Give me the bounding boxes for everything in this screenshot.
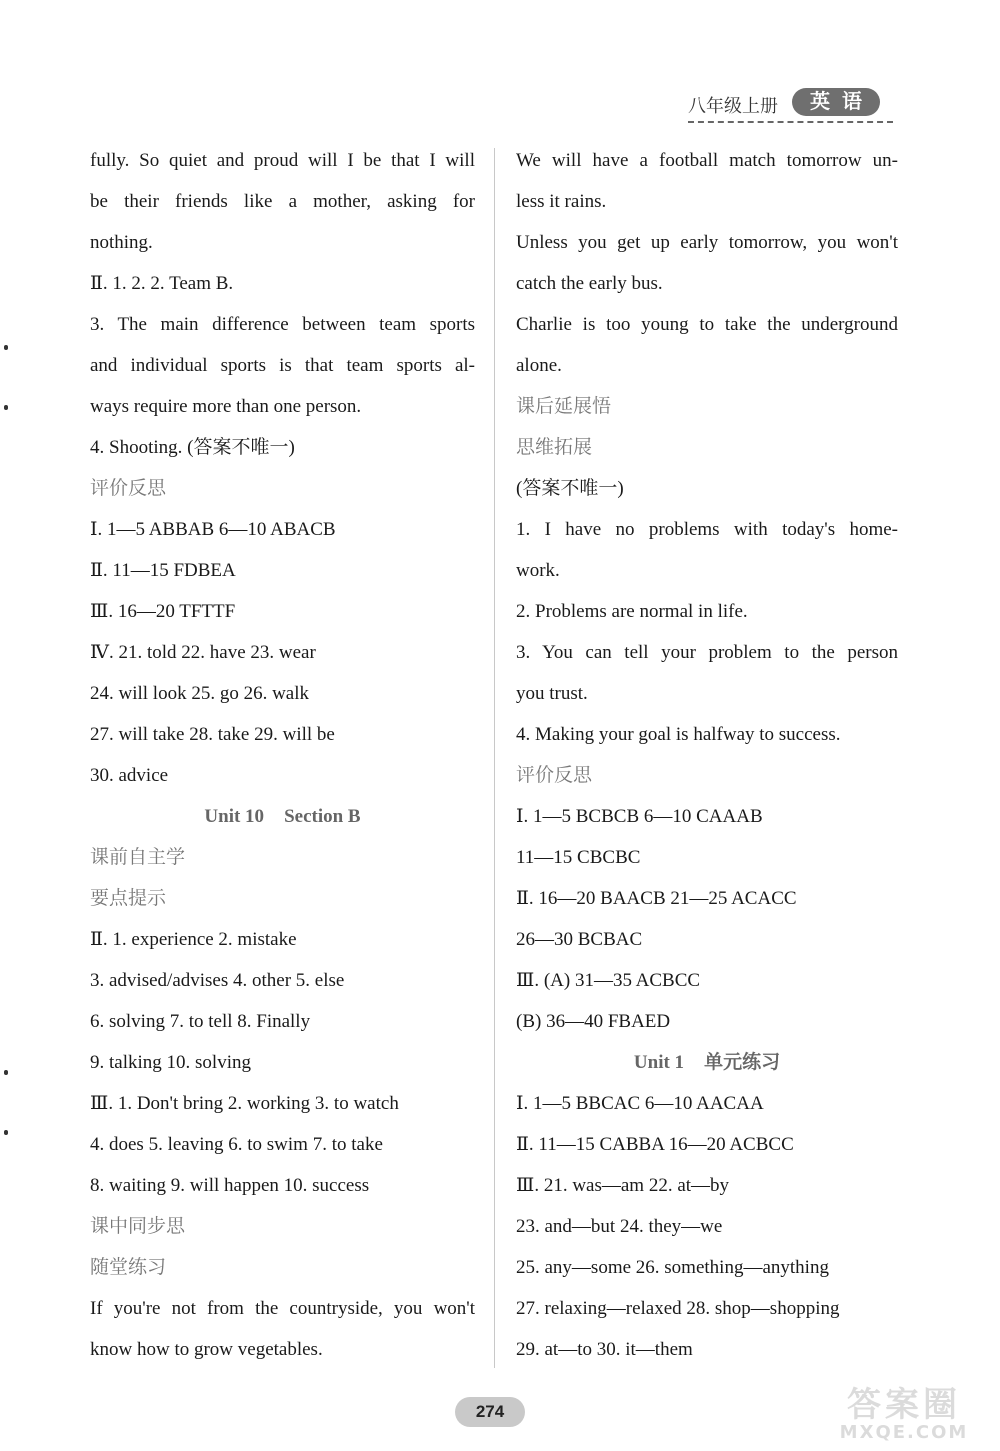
header-rule bbox=[688, 121, 893, 123]
watermark-main: 答案圈 bbox=[847, 1385, 961, 1425]
answer-line: 3. You can tell your problem to the person bbox=[516, 642, 898, 663]
answer-line: less it rains. bbox=[516, 191, 607, 212]
column-divider bbox=[494, 148, 495, 1368]
answer-line: 3. The main difference between team sports bbox=[90, 314, 475, 335]
answer-line: (答案不唯一) bbox=[516, 478, 624, 499]
section-heading: 课后延展悟 bbox=[516, 395, 612, 417]
answer-line: you trust. bbox=[516, 683, 588, 704]
section-label: 单元练习 bbox=[704, 1052, 781, 1073]
answer-line: 2. Problems are normal in life. bbox=[516, 601, 748, 622]
answer-line: fully. So quiet and proud will I be that I will bbox=[90, 150, 475, 171]
section-heading: 课中同步思 bbox=[90, 1215, 186, 1237]
margin-mark bbox=[4, 345, 8, 350]
page-header bbox=[688, 88, 898, 128]
answer-line: 24. will look 25. go 26. walk bbox=[90, 683, 310, 704]
answer-line: alone. bbox=[516, 355, 562, 376]
answer-line: 3. advised/advises 4. other 5. else bbox=[90, 970, 345, 991]
answer-line: Ⅱ. 16—20 BAACB 21—25 ACACC bbox=[516, 888, 797, 909]
answer-line: 27. will take 28. take 29. will be bbox=[90, 724, 335, 745]
margin-mark bbox=[4, 1070, 8, 1075]
unit-label: Unit 1 bbox=[633, 1052, 685, 1073]
answer-line: 30. advice bbox=[90, 765, 169, 786]
page-number: 274 bbox=[455, 1397, 525, 1427]
answer-line: ways require more than one person. bbox=[90, 396, 362, 417]
answer-line: 23. and—but 24. they—we bbox=[516, 1216, 723, 1237]
section-heading: 要点提示 bbox=[90, 887, 167, 909]
answer-line: Ⅱ. 1. 2. 2. Team B. bbox=[90, 273, 234, 294]
answer-line: 9. talking 10. solving bbox=[90, 1052, 251, 1073]
answer-line: and individual sports is that team sports al- bbox=[90, 355, 475, 376]
answer-line: Ⅲ. 1. Don't bring 2. working 3. to watch bbox=[90, 1093, 399, 1114]
answer-line: Ⅰ. 1—5 BCBCB 6—10 CAAAB bbox=[516, 806, 763, 827]
answer-line: 4. does 5. leaving 6. to swim 7. to take bbox=[90, 1134, 383, 1155]
section-heading: 评价反思 bbox=[90, 477, 167, 499]
answer-line: 4. Shooting. (答案不唯一) bbox=[90, 437, 295, 458]
margin-mark bbox=[4, 405, 8, 410]
section-heading: 思维拓展 bbox=[516, 436, 593, 458]
answer-line: 27. relaxing—relaxed 28. shop—shopping bbox=[516, 1298, 840, 1319]
unit-label: Unit 10 bbox=[204, 806, 265, 827]
watermark-sub: MXQE.COM bbox=[839, 1422, 969, 1443]
unit-heading bbox=[90, 796, 475, 837]
answer-line: Ⅰ. 1—5 BBCAC 6—10 AACAA bbox=[516, 1093, 764, 1114]
answer-line: 8. waiting 9. will happen 10. success bbox=[90, 1175, 370, 1196]
answer-line: 25. any—some 26. something—anything bbox=[516, 1257, 829, 1278]
answer-line: We will have a football match tomorrow un- bbox=[516, 150, 898, 171]
answer-line: 26—30 BCBAC bbox=[516, 929, 643, 950]
grade-label: 八年级上册 bbox=[688, 96, 778, 116]
answer-line: be their friends like a mother, asking for bbox=[90, 191, 475, 212]
answer-line: Ⅲ. 16—20 TFTTF bbox=[90, 601, 236, 622]
answer-line: catch the early bus. bbox=[516, 273, 663, 294]
watermark-logo bbox=[814, 1387, 994, 1447]
answer-line: Ⅱ. 11—15 CABBA 16—20 ACBCC bbox=[516, 1134, 794, 1155]
subject-badge: 英语 bbox=[792, 88, 880, 116]
answer-line: If you're not from the countryside, you won't bbox=[90, 1298, 475, 1319]
answer-line: Ⅰ. 1—5 ABBAB 6—10 ABACB bbox=[90, 519, 336, 540]
section-label: Section B bbox=[284, 806, 361, 827]
answer-line: 29. at—to 30. it—them bbox=[516, 1339, 693, 1360]
margin-mark bbox=[4, 1130, 8, 1135]
right-column bbox=[516, 140, 898, 1370]
unit-heading bbox=[516, 1042, 898, 1083]
answer-line: Unless you get up early tomorrow, you won't bbox=[516, 232, 898, 253]
answer-line: 4. Making your goal is halfway to success. bbox=[516, 724, 841, 745]
answer-line: Charlie is too young to take the underground bbox=[516, 314, 898, 335]
answer-line: Ⅱ. 1. experience 2. mistake bbox=[90, 929, 297, 950]
answer-line: Ⅳ. 21. told 22. have 23. wear bbox=[90, 642, 316, 663]
answer-line: (B) 36—40 FBAED bbox=[516, 1011, 671, 1032]
answer-line: know how to grow vegetables. bbox=[90, 1339, 323, 1360]
section-heading: 随堂练习 bbox=[90, 1256, 167, 1278]
section-heading: 课前自主学 bbox=[90, 846, 186, 868]
answer-line: nothing. bbox=[90, 232, 153, 253]
answer-line: Ⅲ. 21. was—am 22. at—by bbox=[516, 1175, 730, 1196]
left-column bbox=[90, 140, 475, 1370]
answer-line: 1. I have no problems with today's home- bbox=[516, 519, 898, 540]
answer-line: Ⅱ. 11—15 FDBEA bbox=[90, 560, 236, 581]
section-heading: 评价反思 bbox=[516, 764, 593, 786]
answer-line: 11—15 CBCBC bbox=[516, 847, 641, 868]
answer-line: Ⅲ. (A) 31—35 ACBCC bbox=[516, 970, 701, 991]
answer-line: work. bbox=[516, 560, 560, 581]
answer-line: 6. solving 7. to tell 8. Finally bbox=[90, 1011, 311, 1032]
